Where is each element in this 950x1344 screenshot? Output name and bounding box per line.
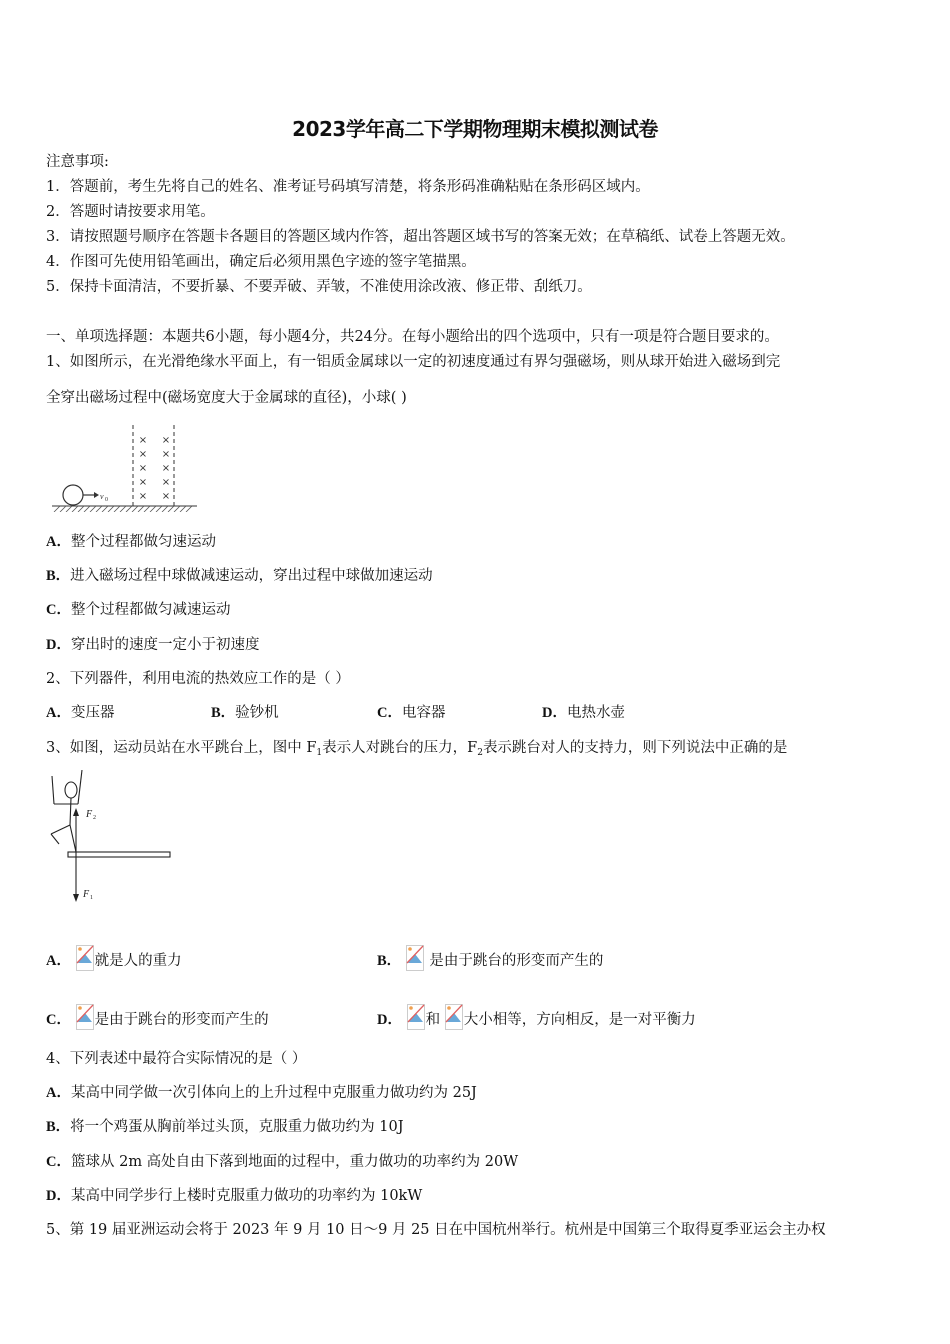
svg-text:×: × bbox=[161, 491, 171, 502]
notice-item-2: 2．答题时请按要求用笔。 bbox=[46, 204, 215, 220]
svg-text:v: v bbox=[100, 492, 104, 501]
q1-stem-line2: 全穿出磁场过程中(磁场宽度大于金属球的直径)，小球( ) bbox=[46, 390, 407, 406]
notice-heading: 注意事项: bbox=[46, 154, 109, 170]
q3-option-a: A． 就是人的重力 bbox=[46, 945, 182, 971]
athlete-diagram bbox=[46, 770, 176, 910]
broken-image-icon bbox=[76, 945, 94, 971]
svg-text:1: 1 bbox=[90, 895, 93, 901]
notice-item-1: 1．答题前，考生先将自己的姓名、准考证号码填写清楚，将条形码准确粘贴在条形码区域内。 bbox=[46, 179, 650, 195]
broken-image-icon bbox=[406, 945, 424, 971]
q2-option-c: C．电容器 bbox=[377, 705, 446, 721]
q3-option-d: D． 和 大小相等，方向相反，是一对平衡力 bbox=[377, 1004, 696, 1030]
q3-option-c: C． 是由于跳台的形变而产生的 bbox=[46, 1004, 269, 1030]
q3-stem: 3、如图，运动员站在水平跳台上，图中 $F_1$表示人对跳台的压力，$F_2$表示跳台对人的支持力，则下列说法中正确的是 bbox=[46, 740, 788, 758]
q4-stem: 4、下列表述中最符合实际情况的是（ ） bbox=[46, 1051, 307, 1067]
svg-text:×: × bbox=[161, 435, 171, 446]
svg-text:0: 0 bbox=[105, 497, 108, 503]
q4-option-c: C．篮球从 2m 高处自由下落到地面的过程中，重力做功的功率约为 20W bbox=[46, 1154, 519, 1170]
svg-text:×: × bbox=[161, 449, 171, 460]
q1-option-a: A．整个过程都做匀速运动 bbox=[46, 534, 216, 550]
q2-stem: 2、下列器件，利用电流的热效应工作的是（ ） bbox=[46, 671, 350, 687]
q4-option-b: B．将一个鸡蛋从胸前举过头顶，克服重力做功约为 10J bbox=[46, 1119, 404, 1135]
broken-image-icon bbox=[76, 1004, 94, 1030]
svg-text:2: 2 bbox=[93, 815, 96, 821]
q2-option-d: D．电热水壶 bbox=[542, 705, 625, 721]
q4-option-a: A．某高中同学做一次引体向上的上升过程中克服重力做功约为 25J bbox=[46, 1085, 477, 1101]
magnetic-field-icon bbox=[52, 420, 202, 512]
svg-text:×: × bbox=[138, 491, 148, 502]
svg-text:×: × bbox=[138, 463, 148, 474]
q1-option-d: D．穿出时的速度一定小于初速度 bbox=[46, 637, 260, 653]
svg-text:F: F bbox=[83, 889, 90, 900]
broken-image-icon bbox=[407, 1004, 425, 1030]
svg-text:×: × bbox=[138, 449, 148, 460]
svg-text:F: F bbox=[86, 809, 93, 820]
q2-option-a: A．变压器 bbox=[46, 705, 115, 721]
q4-option-d: D．某高中同学步行上楼时克服重力做功的功率约为 10kW bbox=[46, 1188, 423, 1204]
notice-item-3: 3．请按照题号顺序在答题卡各题目的答题区域内作答，超出答题区域书写的答案无效；在草稿纸、试卷上答题无效。 bbox=[46, 229, 795, 245]
athlete-force-icon bbox=[46, 770, 176, 910]
q1-stem-line1: 1、如图所示，在光滑绝缘水平面上，有一铝质金属球以一定的初速度通过有界匀强磁场，则从球开始进入磁场到完 bbox=[46, 354, 781, 370]
broken-image-icon bbox=[445, 1004, 463, 1030]
q1-option-c: C．整个过程都做匀减速运动 bbox=[46, 602, 231, 618]
svg-text:×: × bbox=[161, 477, 171, 488]
svg-text:×: × bbox=[138, 435, 148, 446]
svg-text:×: × bbox=[138, 477, 148, 488]
notice-item-5: 5．保持卡面清洁，不要折暴、不要弄破、弄皱，不准使用涂改液、修正带、刮纸刀。 bbox=[46, 279, 592, 295]
page-title: 2023学年高二下学期物理期末模拟测试卷 bbox=[292, 117, 658, 141]
q3-option-b: B． 是由于跳台的形变而产生的 bbox=[377, 945, 603, 971]
q2-option-b: B．验钞机 bbox=[211, 705, 279, 721]
q1-option-b: B．进入磁场过程中球做减速运动，穿出过程中球做加速运动 bbox=[46, 568, 433, 584]
section-heading: 一、单项选择题：本题共6小题，每小题4分，共24分。在每小题给出的四个选项中，只有一项是符合题目要求的。 bbox=[46, 329, 779, 345]
svg-text:×: × bbox=[161, 463, 171, 474]
notice-item-4: 4．作图可先使用铅笔画出，确定后必须用黑色字迹的签字笔描黑。 bbox=[46, 254, 476, 270]
q5-stem: 5、第 19 届亚洲运动会将于 2023 年 9 月 10 日～9 月 25 日在中国杭州举行。杭州是中国第三个取得夏季亚运会主办权 bbox=[46, 1222, 826, 1238]
magnetic-field-diagram bbox=[52, 420, 202, 512]
